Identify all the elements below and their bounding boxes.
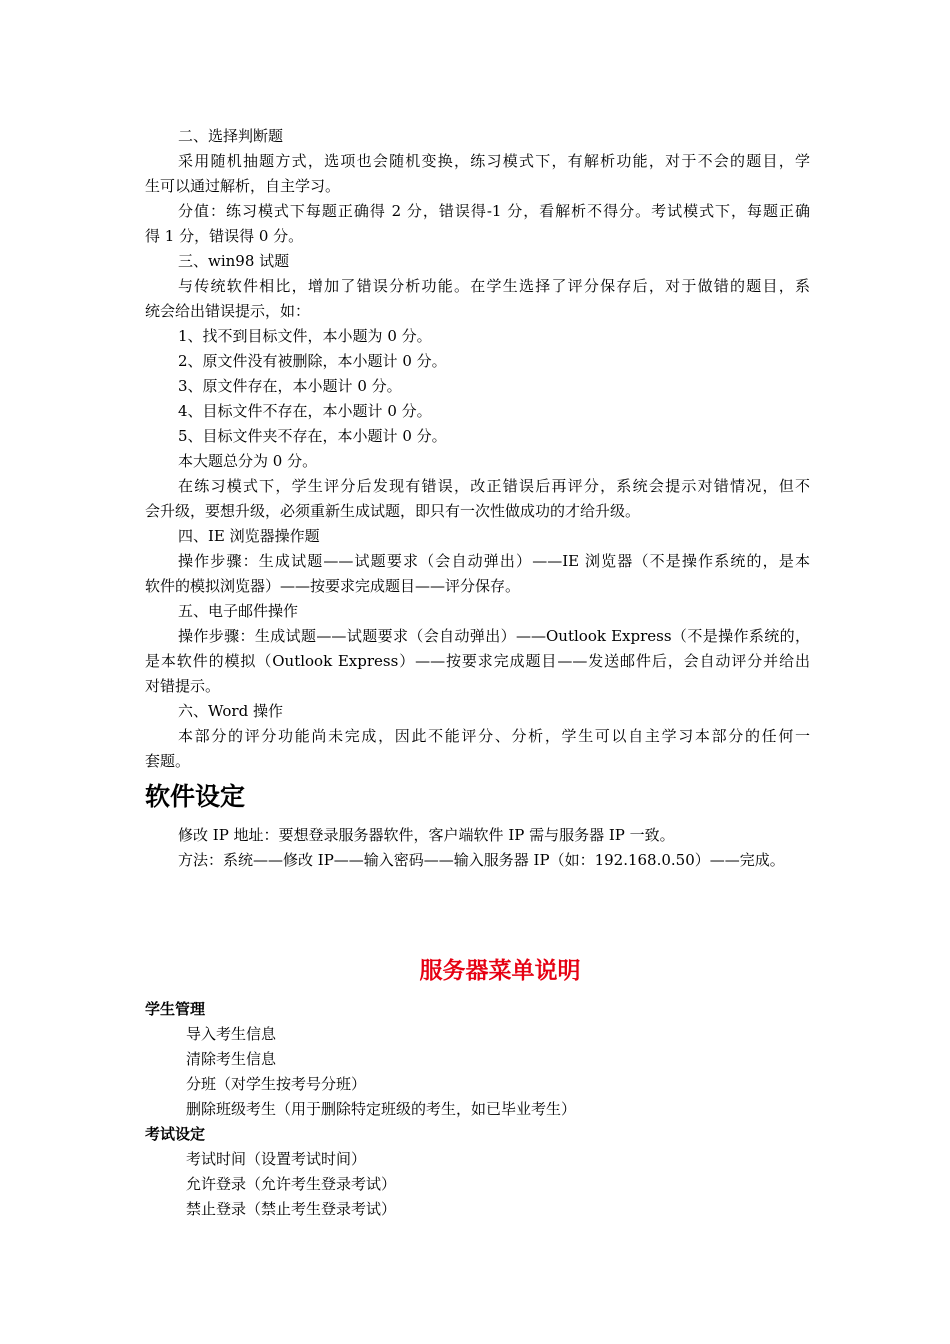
paragraph-error-analysis-line1: 与传统软件相比，增加了错误分析功能。在学生选择了评分保存后，对于做错的题目，系 xyxy=(178,277,810,295)
list-item-error-1: 1、找不到目标文件，本小题为 0 分。 xyxy=(178,327,432,345)
section-title-server-menu: 服务器菜单说明 xyxy=(419,958,581,984)
section-title-software-settings: 软件设定 xyxy=(145,782,246,811)
paragraph-email-steps-line3: 对错提示。 xyxy=(145,677,221,695)
menu-item-delete-class-students: 删除班级考生（用于删除特定班级的考生，如已毕业考生） xyxy=(186,1100,577,1118)
paragraph-word-line1: 本部分的评分功能尚未完成，因此不能评分、分析，学生可以自主学习本部分的任何一 xyxy=(178,727,810,745)
paragraph-error-analysis-line2: 统会给出错误提示，如： xyxy=(145,302,311,320)
menu-item-exam-time: 考试时间（设置考试时间） xyxy=(186,1150,367,1168)
menu-item-allow-login: 允许登录（允许考生登录考试） xyxy=(186,1175,397,1193)
paragraph-email-steps-line1: 操作步骤：生成试题——试题要求（会自动弹出）——Outlook Express（不是操作系统的， xyxy=(178,627,810,645)
paragraph-modify-ip: 修改 IP 地址：要想登录服务器软件，客户端软件 IP 需与服务器 IP 一致。 xyxy=(178,826,675,844)
menu-item-import-students: 导入考生信息 xyxy=(186,1025,277,1043)
list-item-error-3: 3、原文件存在，本小题计 0 分。 xyxy=(178,377,402,395)
menu-item-assign-classes: 分班（对学生按考号分班） xyxy=(186,1075,367,1093)
heading-ie-browser: 四、IE 浏览器操作题 xyxy=(178,527,320,545)
paragraph-upgrade-line1: 在练习模式下，学生评分后发现有错误，改正错误后再评分，系统会提示对错情况，但不 xyxy=(178,477,810,495)
heading-win98: 三、win98 试题 xyxy=(178,252,290,270)
paragraph-scoring-line1: 分值：练习模式下每题正确得 2 分，错误得-1 分，看解析不得分。考试模式下，每题正确 xyxy=(178,202,810,220)
heading-email: 五、电子邮件操作 xyxy=(178,602,299,620)
paragraph-ie-steps-line2: 软件的模拟浏览器）——按要求完成题目——评分保存。 xyxy=(145,577,521,595)
paragraph-email-steps-line2: 是本软件的模拟（Outlook Express）——按要求完成题目——发送邮件后，会自动评分并给出 xyxy=(145,652,810,670)
paragraph-random-questions-line1: 采用随机抽题方式，选项也会随机变换，练习模式下，有解析功能，对于不会的题目，学 xyxy=(178,152,810,170)
menu-item-forbid-login: 禁止登录（禁止考生登录考试） xyxy=(186,1200,397,1218)
paragraph-upgrade-line2: 会升级，要想升级，必须重新生成试题，即只有一次性做成功的才给升级。 xyxy=(145,502,641,520)
paragraph-random-questions-line2: 生可以通过解析，自主学习。 xyxy=(145,177,341,195)
list-item-error-4: 4、目标文件不存在，本小题计 0 分。 xyxy=(178,402,432,420)
heading-student-management: 学生管理 xyxy=(145,1000,206,1018)
list-item-error-5: 5、目标文件夹不存在，本小题计 0 分。 xyxy=(178,427,447,445)
heading-exam-settings: 考试设定 xyxy=(145,1125,206,1143)
paragraph-ip-method: 方法：系统——修改 IP——输入密码——输入服务器 IP（如：192.168.0.50）——完成。 xyxy=(178,851,785,869)
paragraph-total-score: 本大题总分为 0 分。 xyxy=(178,452,318,470)
list-item-error-2: 2、原文件没有被删除，本小题计 0 分。 xyxy=(178,352,447,370)
menu-item-clear-students: 清除考生信息 xyxy=(186,1050,277,1068)
heading-word: 六、Word 操作 xyxy=(178,702,283,720)
paragraph-scoring-line2: 得 1 分，错误得 0 分。 xyxy=(145,227,304,245)
paragraph-word-line2: 套题。 xyxy=(145,752,191,770)
heading-choice-judgment: 二、选择判断题 xyxy=(178,127,284,145)
paragraph-ie-steps-line1: 操作步骤：生成试题——试题要求（会自动弹出）——IE 浏览器（不是操作系统的，是本 xyxy=(178,552,810,570)
